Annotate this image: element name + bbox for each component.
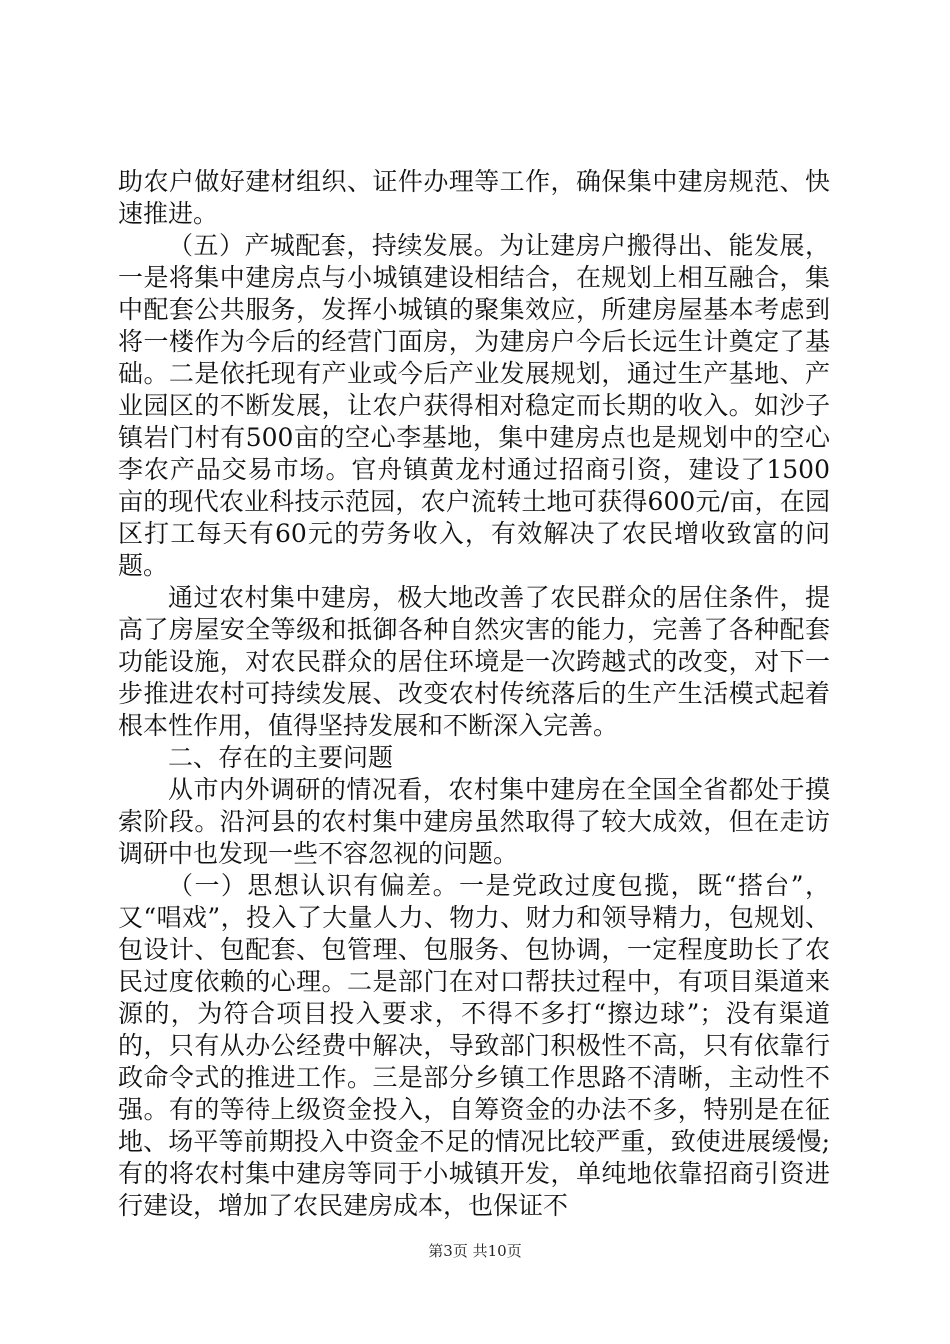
paragraph-problem-1: （一）思想认识有偏差。一是党政过度包揽，既“搭台”，又“唱戏”，投入了大量人力、物力、财力和领导精力，包规划、包设计、包配套、包管理、包服务、包协调，一定程度助长了农民过度依赖的心理。二是部门在对口帮扶过程中，有项目渠道来源的，为符合项目投入要求，不得不多打“擦边球”；没有渠道的，只有从办公经费中解决，导致部门积极性不高，只有依靠行政命令式的推进工作。三是部分乡镇工作思路不清晰，主动性不强。有的等待上级资金投入，自筹资金的办法不多，特别是在征地、场平等前期投入中资金不足的情况比较严重，致使进展缓慢;有的将农村集中建房等同于小城镇开发，单纯地依靠招商引资进行建设，增加了农民建房成本，也保证不 [118,871,830,1220]
page-footer: 第3页 共10页 [428,1242,522,1260]
paragraph-problems-intro: 从市内外调研的情况看，农村集中建房在全国全省都处于摸索阶段。沿河县的农村集中建房虽然取得了较大成效，但在走访调研中也发现一些不容忽视的问题。 [118,775,830,868]
document-body [118,166,830,1222]
section-heading-problems: 二、存在的主要问题 [168,743,394,772]
paragraph-section-5: （五）产城配套，持续发展。为让建房户搬得出、能发展，一是将集中建房点与小城镇建设相结合，在规划上相互融合，集中配套公共服务，发挥小城镇的聚集效应，所建房屋基本考虑到将一楼作为今后的经营门面房，为建房户今后长远生计奠定了基础。二是依托现有产业或今后产业发展规划，通过生产基地、产业园区的不断发展，让农户获得相对稳定而长期的收入。如沙子镇岩门村有500亩的空心李基地，集中建房点也是规划中的空心李农产品交易市场。官舟镇黄龙村通过招商引资，建设了1500亩的现代农业科技示范园，农户流转土地可获得600元/亩，在园区打工每天有60元的劳务收入，有效解决了农民增收致富的问题。 [118,231,830,580]
paragraph-summary: 通过农村集中建房，极大地改善了农民群众的居住条件，提高了房屋安全等级和抵御各种自然灾害的能力，完善了各种配套功能设施，对农民群众的居住环境是一次跨越式的改变，对下一步推进农村可持续发展、改变农村传统落后的生产生活模式起着根本性作用，值得坚持发展和不断深入完善。 [118,583,830,740]
paragraph-continuation: 助农户做好建材组织、证件办理等工作，确保集中建房规范、快速推进。 [118,167,830,228]
